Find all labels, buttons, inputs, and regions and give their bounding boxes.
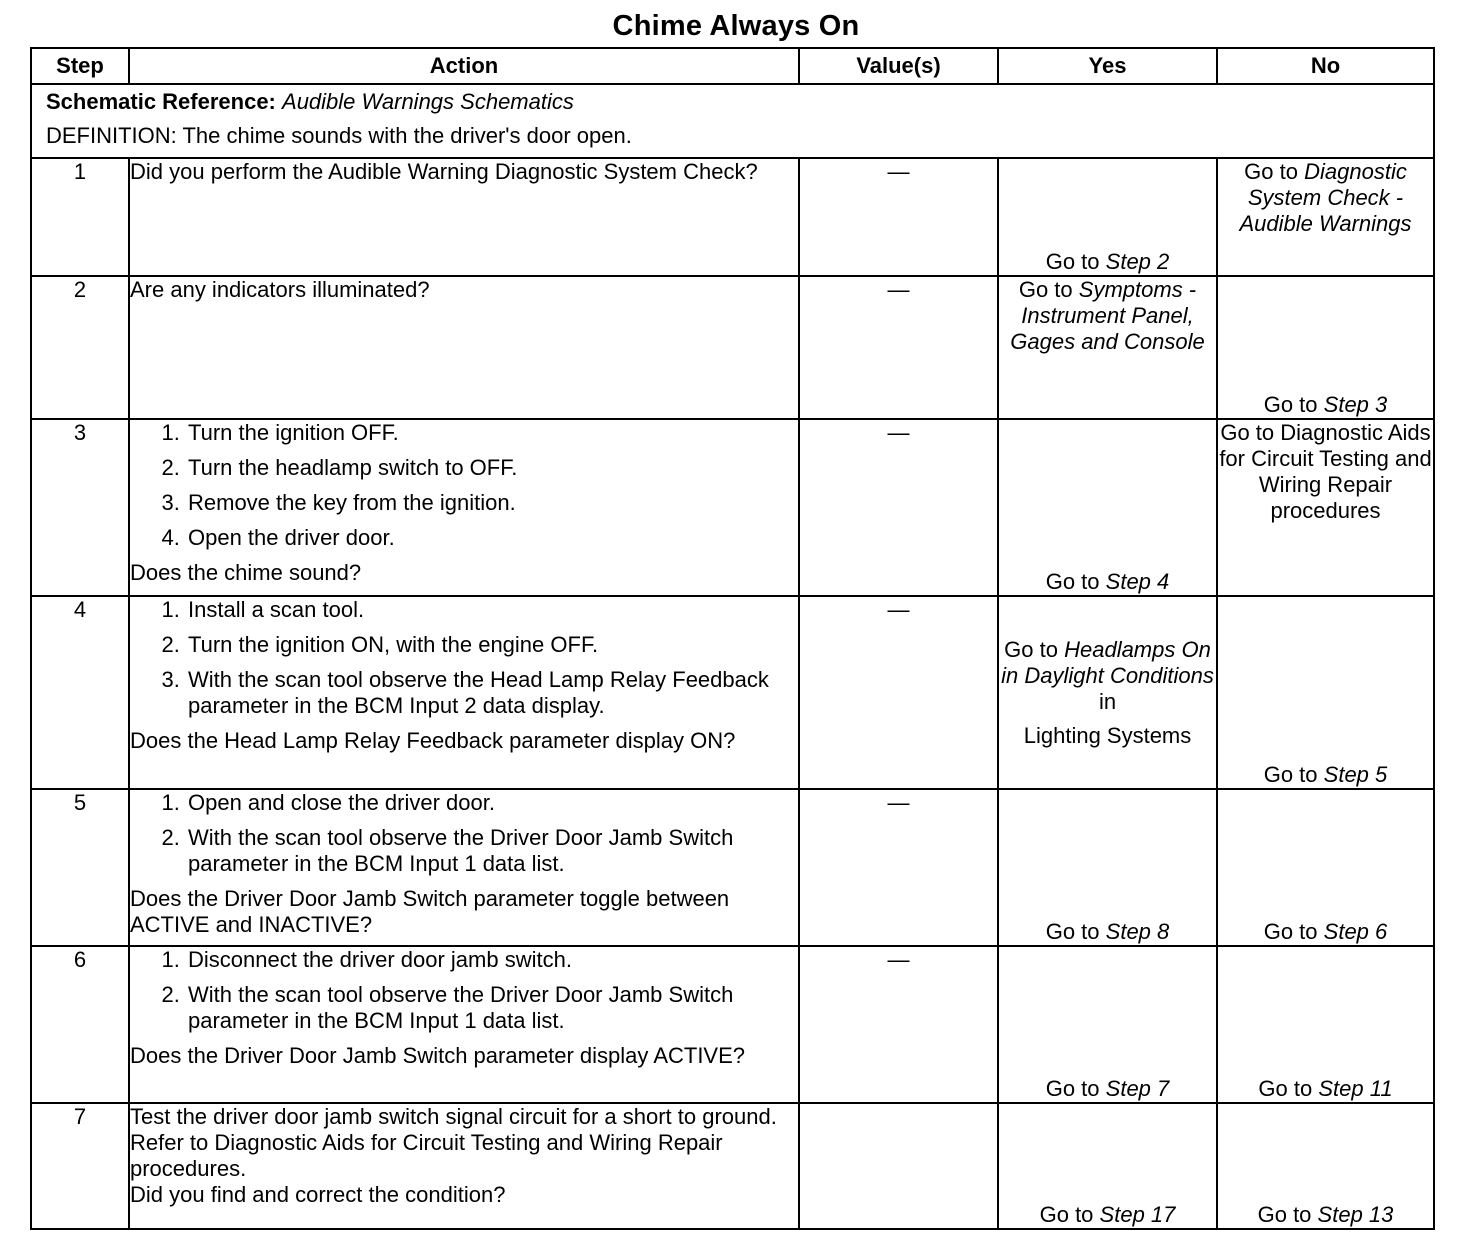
- goto-link[interactable]: Step 4: [1105, 569, 1170, 594]
- action-step-item: 2. With the scan tool observe the Driver Door Jamb Switch parameter in the BCM Input 1 data list.: [186, 982, 798, 1034]
- yes-content: [999, 790, 1216, 945]
- step-number: 2: [31, 276, 129, 419]
- yes-content: [999, 597, 1216, 788]
- action-question: Does the chime sound?: [130, 560, 362, 585]
- goto-link[interactable]: Symptoms - Instrument Panel, Gages and Console: [1010, 277, 1205, 354]
- goto-prefix: Go to: [1045, 919, 1100, 944]
- goto-prefix: Go to: [1045, 1076, 1100, 1101]
- table-header-row: [31, 48, 1434, 84]
- action-cell: [129, 596, 799, 789]
- no-cell: [1217, 596, 1434, 789]
- yes-content: [999, 277, 1216, 418]
- goto-link[interactable]: Step 7: [1105, 1076, 1170, 1101]
- value-cell: [799, 946, 998, 1103]
- value-cell: [799, 789, 998, 946]
- action-cell: [129, 789, 799, 946]
- goto-prefix: Go to: [1263, 392, 1318, 417]
- goto-link[interactable]: Step 2: [1105, 249, 1170, 274]
- step-number: 3: [31, 419, 129, 596]
- no-text: [1218, 1202, 1433, 1228]
- action-step-item: 1. Disconnect the driver door jamb switch.: [186, 947, 798, 973]
- no-content: [1218, 159, 1433, 275]
- no-cell: [1217, 276, 1434, 419]
- action-step-item: 2. Turn the headlamp switch to OFF.: [186, 455, 798, 481]
- no-cell: [1217, 158, 1434, 276]
- action-step-item: 3. With the scan tool observe the Head Lamp Relay Feedback parameter in the BCM Input 2 data display.: [186, 667, 798, 719]
- goto-extra: [999, 723, 1216, 749]
- action-text: Are any indicators illuminated?: [130, 277, 430, 302]
- table-row: [31, 789, 1434, 946]
- no-cell: [1217, 1103, 1434, 1229]
- goto-prefix: Go to: [1018, 277, 1073, 302]
- value-cell: [799, 1103, 998, 1229]
- no-text: [1218, 159, 1433, 237]
- goto-prefix: Go to: [1244, 159, 1298, 184]
- yes-content: [999, 947, 1216, 1102]
- value-dash: —: [887, 597, 910, 622]
- action-cell: [129, 158, 799, 276]
- value-dash: —: [887, 420, 910, 445]
- action-steps-list: [130, 790, 798, 877]
- no-content: [1218, 597, 1433, 788]
- no-content: [1218, 420, 1433, 595]
- goto-link[interactable]: Step 6: [1323, 919, 1388, 944]
- yes-text: [999, 1202, 1216, 1228]
- reference-row: [31, 84, 1434, 158]
- column-header-step: Step: [31, 48, 129, 84]
- goto-prefix: Go to: [1039, 1202, 1094, 1227]
- no-content: [1218, 947, 1433, 1102]
- table-row: [31, 158, 1434, 276]
- action-step-item: 1. Open and close the driver door.: [186, 790, 798, 816]
- column-header-action: Action: [129, 48, 799, 84]
- column-header-values: Value(s): [799, 48, 998, 84]
- action-cell: [129, 1103, 799, 1229]
- diagnostic-table: [30, 47, 1435, 1230]
- yes-text: [999, 1076, 1216, 1102]
- no-cell: [1217, 946, 1434, 1103]
- step-rows: [31, 158, 1434, 1229]
- goto-link[interactable]: Step 3: [1323, 392, 1388, 417]
- schematic-reference-link[interactable]: Audible Warnings Schematics: [282, 89, 574, 114]
- value-cell: [799, 276, 998, 419]
- goto-prefix: Go to: [1004, 636, 1058, 662]
- step-number: 7: [31, 1103, 129, 1229]
- table-row: [31, 276, 1434, 419]
- action-steps-list: [130, 947, 798, 1034]
- yes-content: [999, 1104, 1216, 1228]
- table-row: [31, 946, 1434, 1103]
- column-header-yes: Yes: [998, 48, 1217, 84]
- value-dash: —: [887, 159, 910, 184]
- goto-prefix: Go to: [1258, 1076, 1313, 1101]
- no-content: [1218, 1104, 1433, 1228]
- no-instruction: Go to Diagnostic Aids for Circuit Testing and Wiring Repair procedures: [1219, 420, 1432, 523]
- no-content: [1218, 790, 1433, 945]
- yes-content: [999, 420, 1216, 595]
- table-row: [31, 419, 1434, 596]
- schematic-reference-label: Schematic Reference:: [46, 89, 276, 114]
- value-cell: [799, 158, 998, 276]
- yes-cell: [998, 1103, 1217, 1229]
- goto-link[interactable]: Step 8: [1105, 919, 1170, 944]
- action-step-item: 4. Open the driver door.: [186, 525, 798, 551]
- no-cell: [1217, 789, 1434, 946]
- step-number: 5: [31, 789, 129, 946]
- no-content: [1218, 277, 1433, 418]
- yes-text: [999, 637, 1216, 749]
- value-dash: —: [887, 277, 910, 302]
- yes-text: [999, 249, 1216, 275]
- action-cell: [129, 419, 799, 596]
- schematic-reference: [46, 89, 1419, 123]
- goto-prefix: Go to: [1257, 1202, 1312, 1227]
- yes-cell: [998, 276, 1217, 419]
- goto-link[interactable]: Diagnostic System Check - Audible Warnings: [1239, 159, 1412, 236]
- yes-text: [999, 569, 1216, 595]
- yes-text: [999, 277, 1216, 355]
- action-question: Does the Head Lamp Relay Feedback parameter display ON?: [130, 728, 736, 753]
- goto-prefix: Go to: [1263, 919, 1318, 944]
- action-text: Test the driver door jamb switch signal circuit for a short to ground. Refer to Diagnostic Aids for Circuit Testing and Wiring Repair procedures.: [130, 1104, 777, 1181]
- no-text: [1218, 1076, 1433, 1102]
- step-number: 6: [31, 946, 129, 1103]
- action-question: Does the Driver Door Jamb Switch parameter display ACTIVE?: [130, 1043, 746, 1068]
- goto-link[interactable]: Step 13: [1317, 1202, 1394, 1227]
- no-text: [1218, 392, 1433, 418]
- definition-text: DEFINITION: The chime sounds with the driver's door open.: [46, 123, 632, 148]
- goto-link[interactable]: Step 11: [1318, 1076, 1393, 1101]
- action-step-item: 2. Turn the ignition ON, with the engine OFF.: [186, 632, 798, 658]
- yes-cell: [998, 789, 1217, 946]
- action-cell: [129, 946, 799, 1103]
- step-number: 4: [31, 596, 129, 789]
- value-dash: —: [887, 947, 910, 972]
- goto-prefix: Go to: [1045, 569, 1100, 594]
- value-cell: [799, 596, 998, 789]
- action-step-item: 1. Turn the ignition OFF.: [186, 420, 798, 446]
- yes-cell: [998, 419, 1217, 596]
- reference-cell: [31, 84, 1434, 158]
- action-text: Did you perform the Audible Warning Diagnostic System Check?: [130, 159, 758, 184]
- goto-link[interactable]: Step 5: [1323, 762, 1388, 787]
- table-row: [31, 1103, 1434, 1229]
- no-text: [1218, 762, 1433, 788]
- goto-link[interactable]: Headlamps On in Daylight Conditions: [1001, 636, 1214, 688]
- goto-prefix: Go to: [1263, 762, 1318, 787]
- value-dash: —: [887, 790, 910, 815]
- goto-extra-text[interactable]: Lighting Systems: [1023, 722, 1192, 748]
- yes-content: [999, 159, 1216, 275]
- goto-suffix: in: [1098, 688, 1117, 714]
- action-step-item: 2. With the scan tool observe the Driver Door Jamb Switch parameter in the BCM Input 1 data list.: [186, 825, 798, 877]
- yes-text: [999, 919, 1216, 945]
- yes-cell: [998, 596, 1217, 789]
- no-text: [1218, 919, 1433, 945]
- goto-prefix: Go to: [1045, 249, 1100, 274]
- step-number: 1: [31, 158, 129, 276]
- table-row: [31, 596, 1434, 789]
- action-cell: [129, 276, 799, 419]
- action-step-item: 1. Install a scan tool.: [186, 597, 798, 623]
- yes-cell: [998, 946, 1217, 1103]
- no-cell: [1217, 419, 1434, 596]
- yes-cell: [998, 158, 1217, 276]
- action-question: Did you find and correct the condition?: [130, 1182, 506, 1207]
- value-cell: [799, 419, 998, 596]
- no-text: [1218, 420, 1433, 524]
- action-step-item: 3. Remove the key from the ignition.: [186, 490, 798, 516]
- page-title: Chime Always On: [612, 10, 860, 42]
- action-question: Does the Driver Door Jamb Switch parameter toggle between ACTIVE and INACTIVE?: [130, 886, 730, 937]
- action-steps-list: [130, 420, 798, 551]
- goto-link[interactable]: Step 17: [1099, 1202, 1176, 1227]
- action-steps-list: [130, 597, 798, 719]
- column-header-no: No: [1217, 48, 1434, 84]
